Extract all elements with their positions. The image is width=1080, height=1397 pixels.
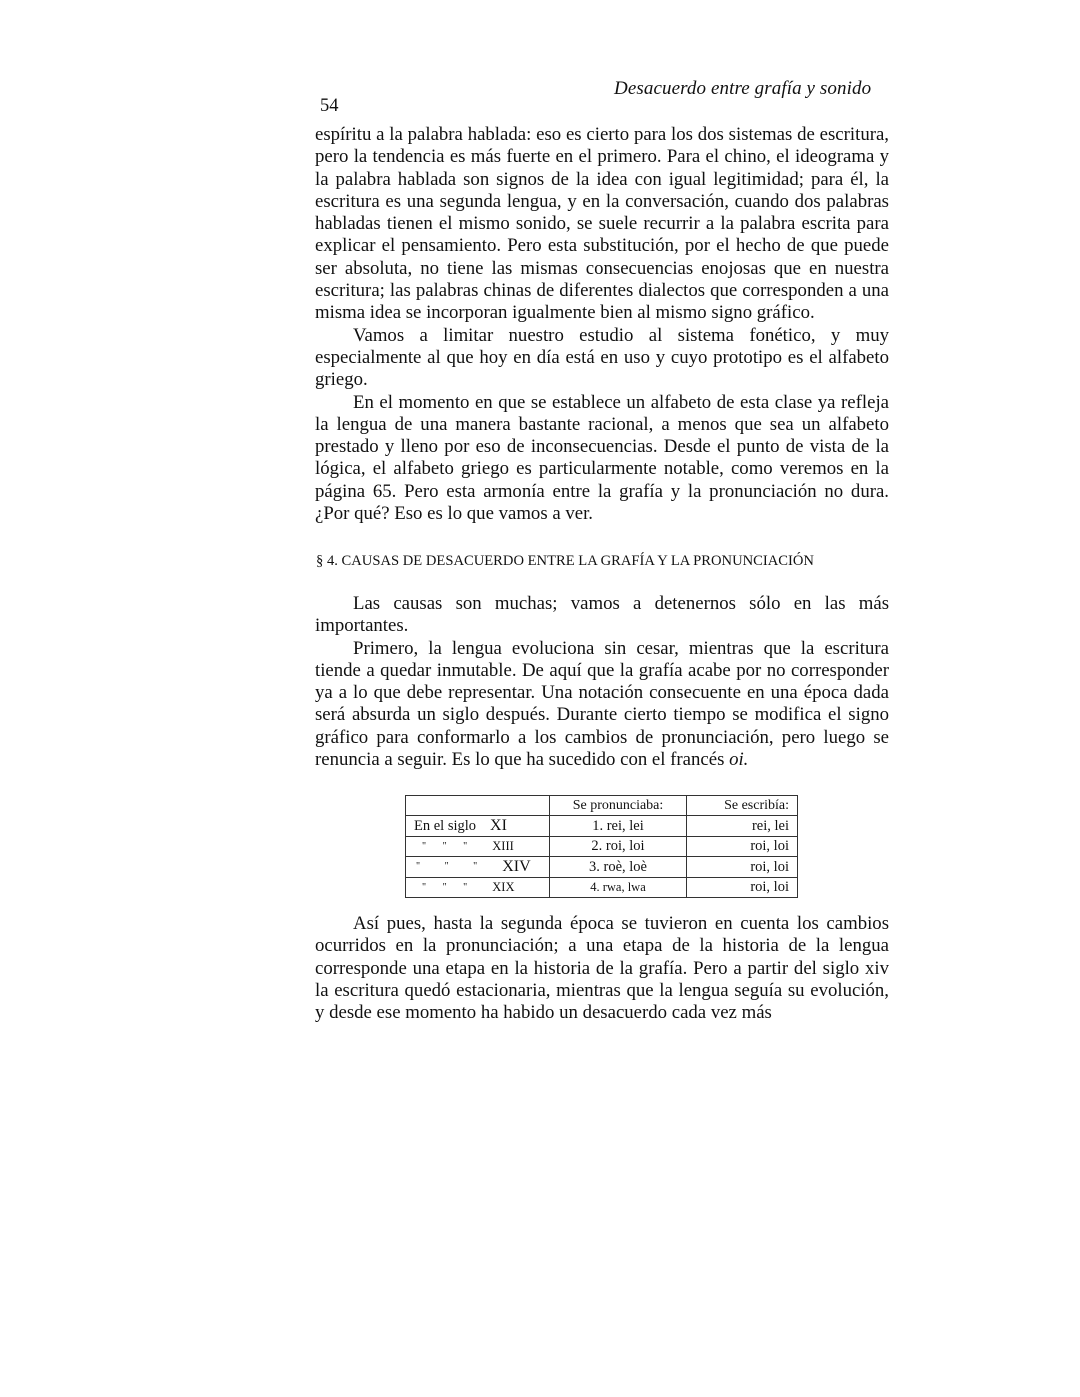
body-text-block-3 <box>315 913 889 1024</box>
pronounced-cell: 4. rwa, lwa <box>550 878 687 898</box>
century-cell <box>406 816 550 837</box>
century-cell <box>406 837 550 857</box>
table-row <box>406 816 798 837</box>
pronounced-cell: 1. rei, lei <box>550 816 687 837</box>
table-header-cell: Se escribía: <box>687 796 798 816</box>
body-text-block-2 <box>315 593 889 771</box>
running-head: Desacuerdo entre grafía y sonido <box>614 78 872 99</box>
pronounced-cell: 2. roi, loi <box>550 837 687 857</box>
century-numeral: XIV <box>502 858 531 875</box>
paragraph-phonetic-system: Vamos a limitar nuestro estudio al sistema fonético, y muy especialmente al que hoy en día está en uso y cuyo prototipo es el alfabeto griego. <box>315 324 889 391</box>
ditto-marks: " " " <box>422 841 475 852</box>
century-numeral: XIII <box>492 839 514 853</box>
century-label: En el siglo <box>414 818 477 834</box>
page-number: 54 <box>320 96 339 116</box>
ditto-marks: " " " <box>416 861 489 872</box>
written-cell: rei, lei <box>687 816 798 837</box>
paragraph-evolution-text: Primero, la lengua evoluciona sin cesar, mientras que la escritura tiende a quedar inmutable. De aquí que la grafía acabe por no corresponder ya a lo que debe representar. Una notación consecuente en una época dada será absurda un siglo después. Durante cierto tiempo se modifica el signo gráfico para conformarlo a los cambios de pronunciación, pero luego se renuncia a seguir. Es lo que ha sucedido con el francés <box>315 637 889 771</box>
century-cell <box>406 857 550 878</box>
table-row <box>406 878 798 898</box>
pronunciation-table <box>405 795 798 898</box>
century-numeral: XIX <box>492 880 515 894</box>
body-text-block-1 <box>315 124 889 525</box>
table-row <box>406 857 798 878</box>
century-cell <box>406 878 550 898</box>
written-cell: roi, loi <box>687 857 798 878</box>
table-header-cell: Se pronunciaba: <box>550 796 687 816</box>
table-header-row <box>406 796 798 816</box>
section-heading: § 4. CAUSAS DE DESACUERDO ENTRE LA GRAFÍA Y LA PRONUNCIACIÓN <box>316 553 814 569</box>
table-row <box>406 837 798 857</box>
written-cell: roi, loi <box>687 878 798 898</box>
ditto-marks: " " " <box>422 882 475 893</box>
paragraph-causes: Las causas son muchas; vamos a detenernos sólo en las más importantes. <box>315 593 889 637</box>
table-header-cell <box>406 796 550 816</box>
pronounced-cell: 3. roè, loè <box>550 857 687 878</box>
paragraph-greek-alphabet: En el momento en que se establece un alfabeto de esta clase ya refleja la lengua de una manera bastante racional, a menos que sea un alfabeto prestado y lleno por eso de inconsecuencias. Desde el punto de vista de la lógica, el alfabeto griego es particularmente notable, como veremos en la página 65. Pero esta armonía entre la grafía y la pronunciación no dura. ¿Por qué? Eso es lo que vamos a ver. <box>315 391 889 525</box>
italic-term-oi: oi. <box>729 749 749 771</box>
paragraph-evolution <box>315 638 889 772</box>
written-cell: roi, loi <box>687 837 798 857</box>
century-numeral: XI <box>490 817 507 834</box>
paragraph-conclusion: Así pues, hasta la segunda época se tuvieron en cuenta los cambios ocurridos en la pronunciación; a una etapa de la historia de la lengua corresponde una etapa en la historia de la grafía. Pero a partir del siglo xiv la escritura quedó estacionaria, mientras que la lengua seguía su evolución, y desde ese momento ha habido un desacuerdo cada vez más <box>315 913 889 1024</box>
paragraph-continuation: espíritu a la palabra hablada: eso es cierto para los dos sistemas de escritura, pero la tendencia es más fuerte en el primero. Para el chino, el ideograma y la palabra hablada son signos de la idea con igual legitimidad; para él, la escritura es una segunda lengua, y en la conversación, cuando dos palabras habladas tienen el mismo sonido, se suele recurrir a la palabra escrita para explicar el pensamiento. Pero esta substitución, por el hecho de que puede ser absoluta, no tiene las mismas consecuencias enojosas que en nuestra escritura; las palabras chinas de diferentes dialectos que corresponden a una misma idea se incorporan igualmente bien al mismo signo gráfico. <box>315 124 889 324</box>
